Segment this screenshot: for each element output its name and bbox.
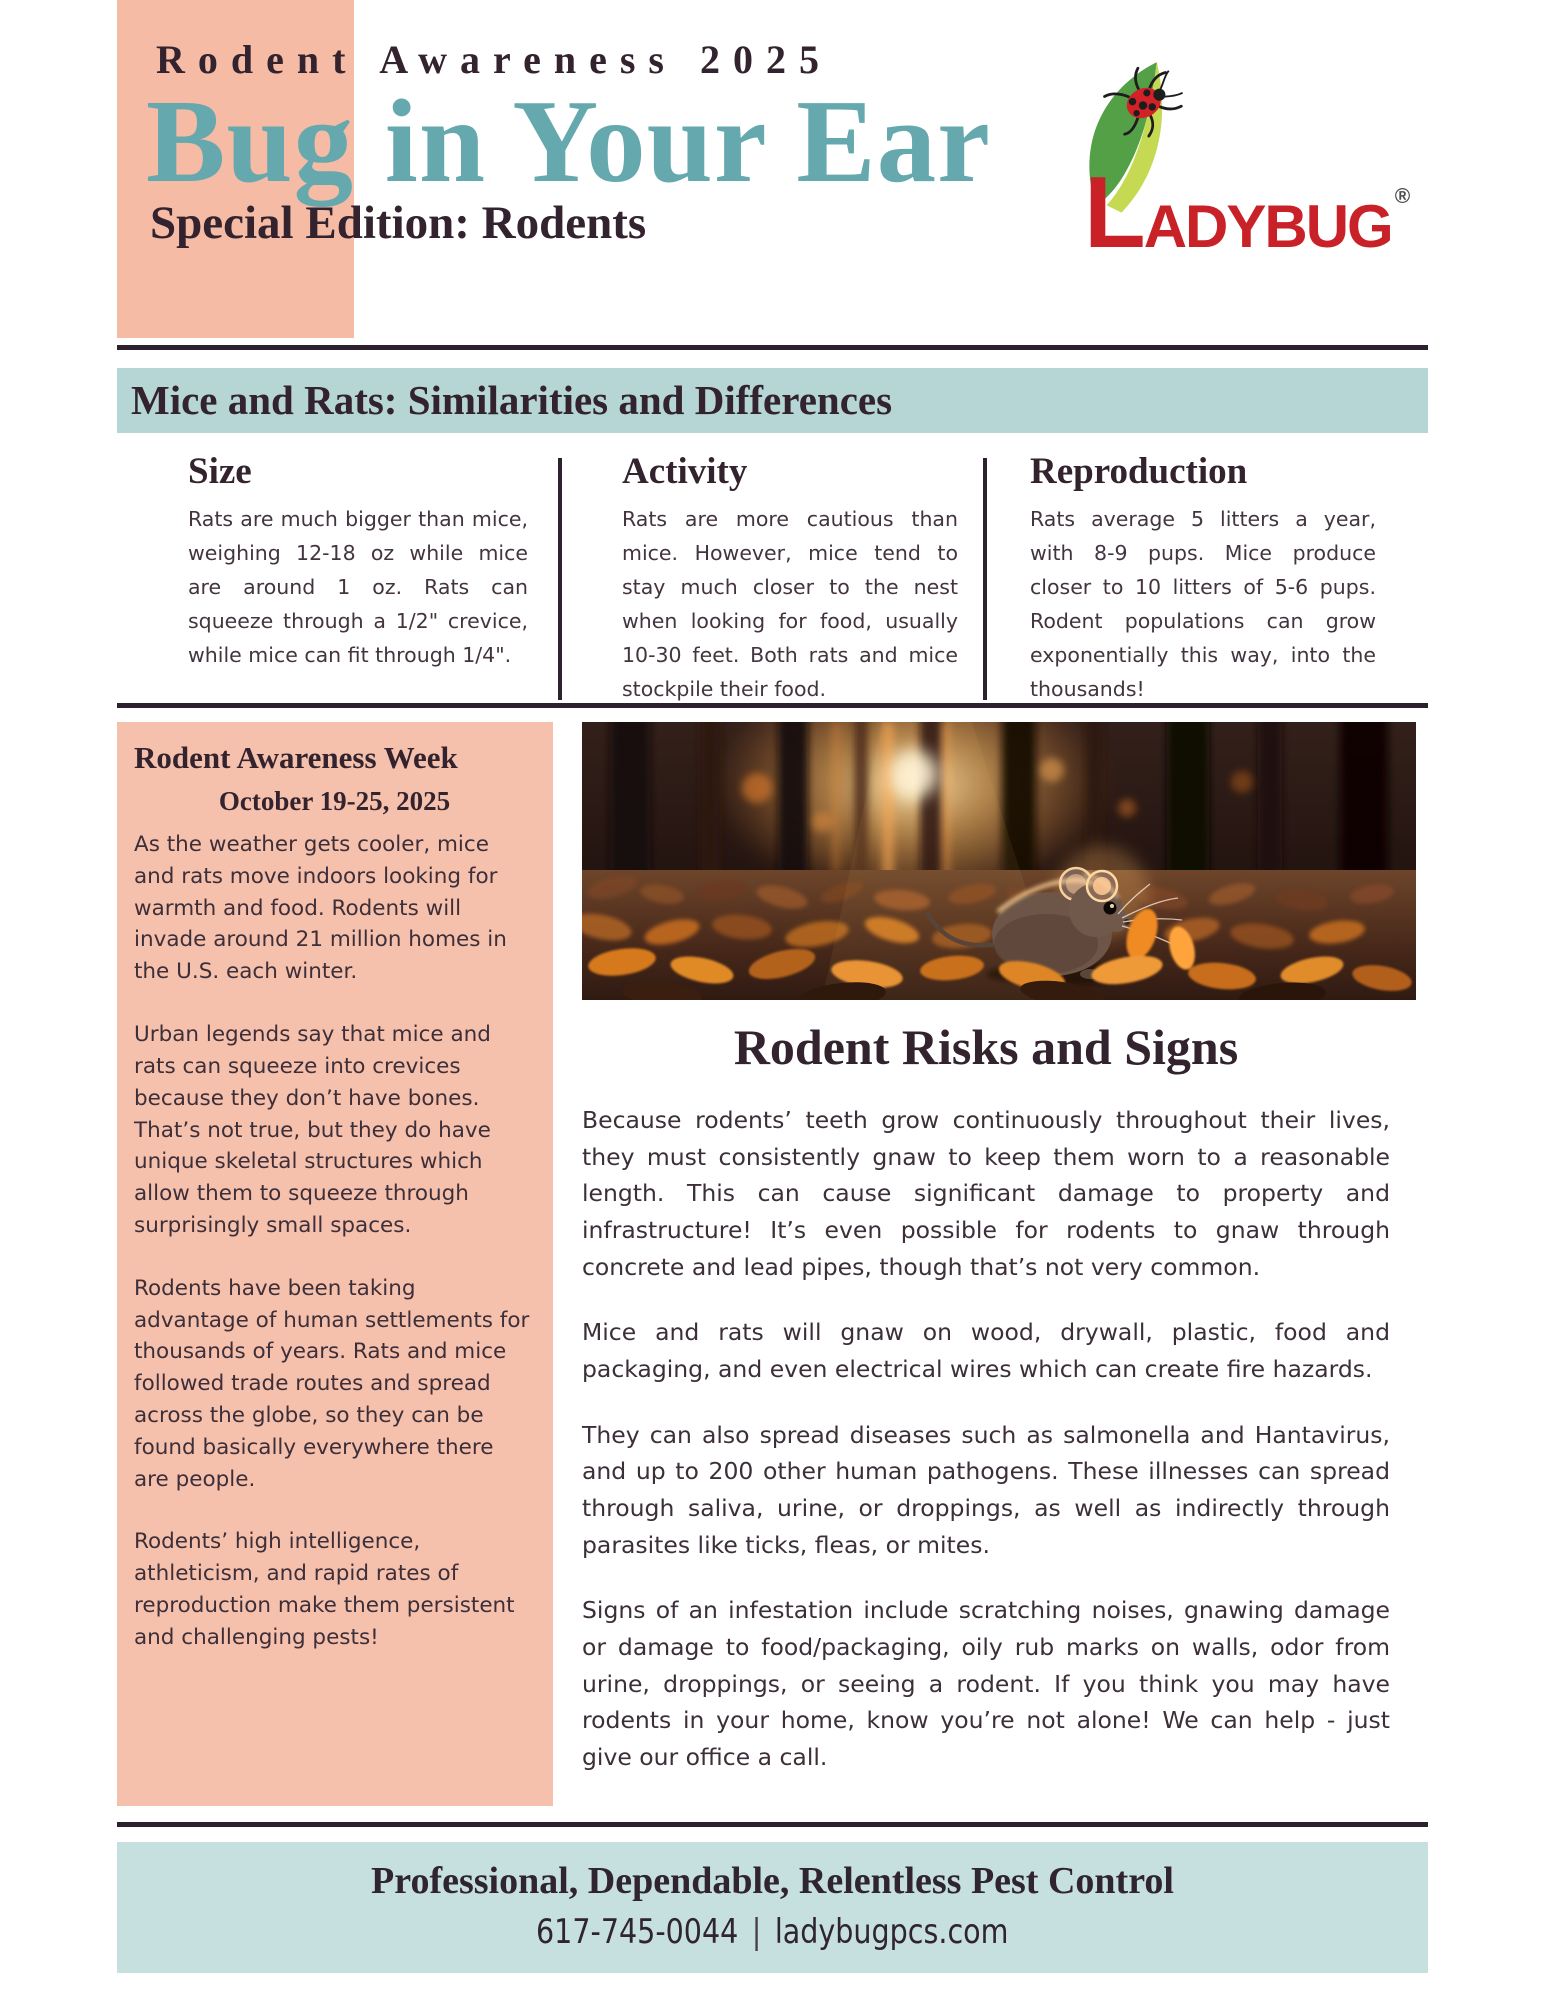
logo-wordmark bbox=[1084, 156, 1410, 271]
sidebar-paragraph: Rodents’ high intelligence, athleticism, and rapid rates of reproduction make them persistent and challenging pests! bbox=[134, 1529, 515, 1650]
logo-text: LADYBUG bbox=[1084, 157, 1392, 269]
article-paragraph: Because rodents’ teeth grow continuously throughout their lives, they must consistently gnaw to keep them worn to a reasonable length. This can cause significant damage to property and infrastructure! It’s even possible for rodents to gnaw through concrete and lead pipes, though that’s not very common. bbox=[582, 1106, 1390, 1281]
footer-phone: 617-745-0044 bbox=[536, 1912, 739, 1952]
column-heading: Activity bbox=[622, 451, 748, 492]
footer-bar bbox=[117, 1842, 1428, 1973]
column-divider bbox=[983, 458, 987, 700]
column-heading: Size bbox=[188, 451, 252, 492]
column-activity bbox=[622, 450, 958, 706]
ladybug-logo bbox=[1048, 52, 1428, 272]
section-header-bar bbox=[117, 368, 1428, 433]
divider-rule-top bbox=[117, 345, 1428, 350]
column-size bbox=[188, 450, 528, 672]
section-header-title: Mice and Rats: Similarities and Differences bbox=[131, 377, 893, 423]
sidebar-paragraph: Rodents have been taking advantage of human settlements for thousands of years. Rats and mice followed trade routes and spread across the globe, so they can be found basically everywhere there are people. bbox=[134, 1275, 530, 1492]
sidebar-paragraph: As the weather gets cooler, mice and rats move indoors looking for warmth and food. Rodents will invade around 21 million homes in the U.S. each winter. bbox=[134, 832, 507, 985]
divider-rule-bottom bbox=[117, 1822, 1428, 1827]
awareness-week-sidebar bbox=[117, 722, 553, 1806]
article-paragraph: They can also spread diseases such as salmonella and Hantavirus, and up to 200 other human pathogens. These illnesses can spread through saliva, urine, or droppings, as well as indirectly through parasites like ticks, fleas, or mites. bbox=[582, 1420, 1390, 1559]
risks-and-signs-article bbox=[582, 1018, 1390, 1805]
footer-contact bbox=[536, 1912, 1008, 1952]
newsletter-subtitle: Special Edition: Rodents bbox=[150, 197, 647, 249]
sidebar-heading: Rodent Awareness Week bbox=[134, 740, 458, 775]
column-heading: Reproduction bbox=[1030, 451, 1248, 492]
sidebar-paragraph: Urban legends say that mice and rats can squeeze into crevices because they don’t have bones. That’s not true, but they do have unique skeletal structures which allow them to squeeze through surprisingly small spaces. bbox=[134, 1022, 491, 1238]
registered-mark: ® bbox=[1394, 185, 1411, 208]
footer-separator: | bbox=[752, 1912, 762, 1952]
article-paragraph: Mice and rats will gnaw on wood, drywall, plastic, food and packaging, and even electrical wires which can create fire hazards. bbox=[582, 1318, 1390, 1383]
footer-website: ladybugpcs.com bbox=[775, 1912, 1009, 1952]
newsletter-title: Bug in Your Ear bbox=[146, 75, 991, 207]
article-paragraph: Signs of an infestation include scratching noises, gnawing damage or damage to food/packaging, oily rub marks on walls, odor from urine, droppings, or seeing a rodent. If you think you may have rodents in your home, know you’re not alone! We can help - just give our office a call. bbox=[582, 1596, 1390, 1771]
column-body: Rats are much bigger than mice, weighing 12-18 oz while mice are around 1 oz. Rats can squeeze through a 1/2" crevice, while mice can fit through 1/4". bbox=[188, 507, 528, 668]
footer-tagline: Professional, Dependable, Relentless Pest Control bbox=[371, 1860, 1174, 1902]
divider-rule-middle bbox=[117, 703, 1428, 708]
column-divider bbox=[558, 458, 562, 700]
sidebar-date: October 19-25, 2025 bbox=[218, 786, 451, 816]
mouse-autumn-photo bbox=[582, 722, 1416, 1000]
column-reproduction bbox=[1030, 450, 1376, 706]
column-body: Rats average 5 litters a year, with 8-9 pups. Mice produce closer to 10 litters of 5-6 pups. Rodent populations can grow exponentially this way, into the thousands! bbox=[1030, 507, 1376, 702]
article-heading: Rodent Risks and Signs bbox=[733, 1019, 1239, 1075]
kicker: Rodent Awareness 2025 bbox=[156, 37, 832, 82]
column-body: Rats are more cautious than mice. However, mice tend to stay much closer to the nest when looking for food, usually 10-30 feet. Both rats and mice stockpile their food. bbox=[622, 507, 958, 702]
